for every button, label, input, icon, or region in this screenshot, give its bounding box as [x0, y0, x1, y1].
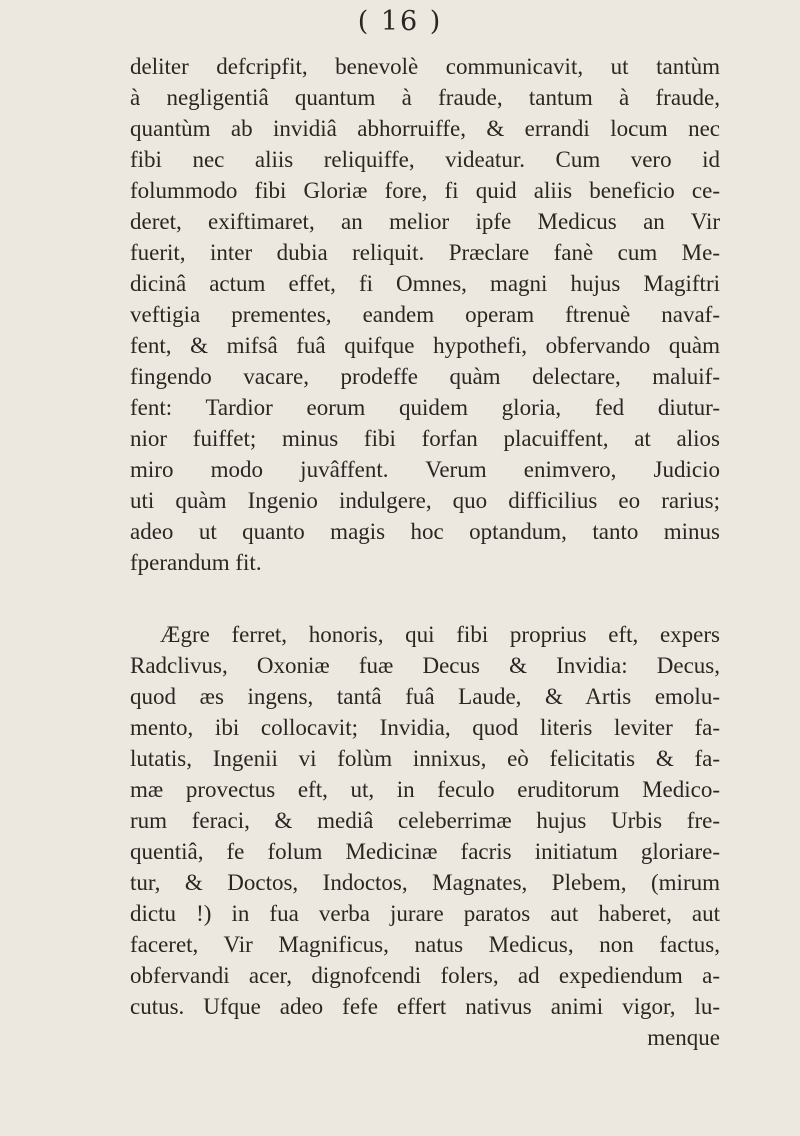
text-line: uti quàm Ingenio indulgere, quo difficilius eo rarius; — [130, 488, 720, 513]
text-line: miro modo juvâffent. Verum enimvero, Judicio — [130, 457, 720, 482]
text-line: fuerit, inter dubia reliquit. Præclare fanè cum Me- — [130, 240, 720, 265]
text-line: fingendo vacare, prodeffe quàm delectare, maluif- — [130, 364, 720, 389]
text-line: deret, exiftimaret, an melior ipfe Medicus an Vir — [130, 209, 720, 234]
page-number: ( 16 ) — [357, 6, 443, 37]
text-line: à negligentiâ quantum à fraude, tantum à fraude, — [130, 85, 720, 110]
text-line: obfervandi acer, dignofcendi folers, ad expediendum a- — [130, 963, 720, 988]
text-line: nior fuiffet; minus fibi forfan placuiffent, at alios — [130, 426, 720, 451]
text-line: deliter defcripfit, benevolè communicavit, ut tantùm — [130, 54, 720, 79]
text-line: rum feraci, & mediâ celeberrimæ hujus Urbis fre- — [130, 808, 720, 833]
text-line: fent: Tardior eorum quidem gloria, fed diutur- — [130, 395, 720, 420]
text-line: Radclivus, Oxoniæ fuæ Decus & Invidia: Decus, — [130, 653, 720, 678]
paragraph-end-line: fperandum fit. — [130, 550, 262, 575]
text-line: adeo ut quanto magis hoc optandum, tanto minus — [130, 519, 720, 544]
text-line: faceret, Vir Magnificus, natus Medicus, non factus, — [130, 932, 720, 957]
text-line: dictu !) in fua verba jurare paratos aut haberet, aut — [130, 901, 720, 926]
text-line: fent, & mifsâ fuâ quifque hypothefi, obfervando quàm — [130, 333, 720, 358]
text-line: quentiâ, fe folum Medicinæ facris initiatum gloriare- — [130, 839, 720, 864]
text-line: veftigia prementes, eandem operam ftrenuè navaf- — [130, 302, 720, 327]
text-line: tur, & Doctos, Indoctos, Magnates, Plebem, (mirum — [130, 870, 720, 895]
text-line: folummodo fibi Gloriæ fore, fi quid aliis beneficio ce- — [130, 178, 720, 203]
text-line: dicinâ actum effet, fi Omnes, magni hujus Magiftri — [130, 271, 720, 296]
text-line: mento, ibi collocavit; Invidia, quod literis leviter fa- — [130, 715, 720, 740]
text-line: quantùm ab invidiâ abhorruiffe, & errandi locum nec — [130, 116, 720, 141]
paragraph-first-line: Ægre ferret, honoris, qui fibi proprius eft, expers — [160, 622, 720, 647]
text-line-catchword: menque — [647, 1025, 720, 1050]
text-line: cutus. Ufque adeo fefe effert nativus animi vigor, lu- — [130, 994, 720, 1019]
text-line: quod æs ingens, tantâ fuâ Laude, & Artis emolu- — [130, 684, 720, 709]
text-line: lutatis, Ingenii vi folùm innixus, eò felicitatis & fa- — [130, 746, 720, 771]
text-line: fibi nec aliis reliquiffe, videatur. Cum vero id — [130, 147, 720, 172]
text-line: mæ provectus eft, ut, in feculo eruditorum Medico- — [130, 777, 720, 802]
